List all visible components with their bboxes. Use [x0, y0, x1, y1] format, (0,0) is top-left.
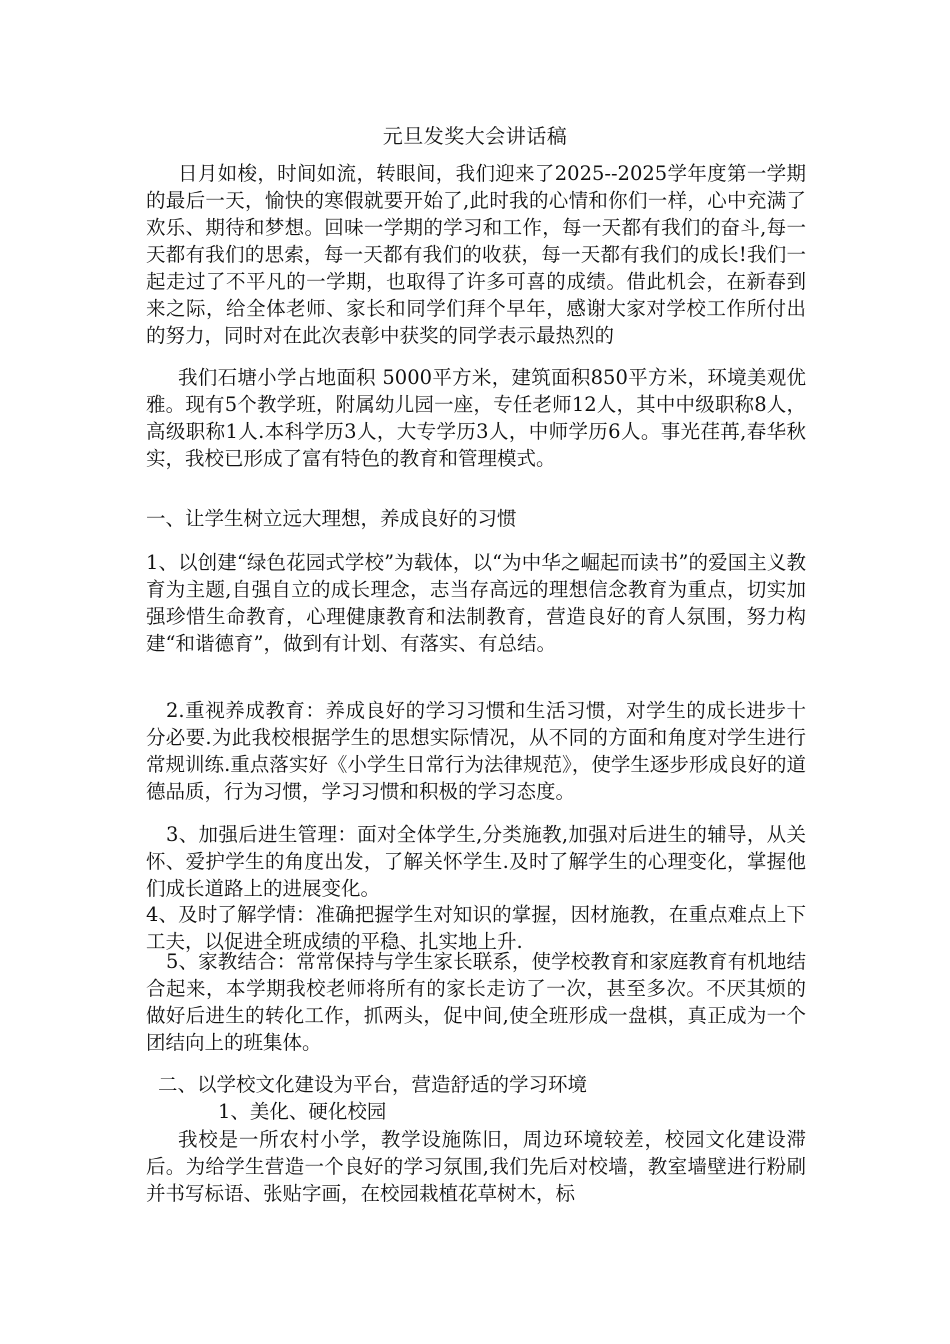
section1-item-3: 3、加强后进生管理：面对全体学生,分类施教,加强对后进生的辅导，从关怀、爱护学生的角度出发，了解关怀学生.及时了解学生的心理变化，掌握他们成长道路上的进展变化。 — [146, 823, 806, 900]
document-title: 元旦发奖大会讲话稿 — [382, 124, 568, 148]
campus-paragraph: 我校是一所农村小学，教学设施陈旧，周边环境较差，校园文化建设滞后。为给学生营造一个良好的学习氛围,我们先后对校墙，教室墙壁进行粉刷并书写标语、张贴字画，在校园栽植花草树木，标 — [146, 1128, 806, 1205]
intro-paragraph: 日月如梭，时间如流，转眼间，我们迎来了2025--2025学年度第一学期的最后一天，愉快的寒假就要开始了,此时我的心情和你们一样，心中充满了欢乐、期待和梦想。回味一学期的学习和工作，每一天都有我们的奋斗,每一天都有我们的思索，每一天都有我们的收获，每一天都有我们的成长!我们一起走过了不平凡的一学期，也取得了许多可喜的成绩。借此机会，在新春到来之际，给全体老师、家长和同学们拜个早年，感谢大家对学校工作所付出的努力，同时对在此次表彰中获奖的同学表示最热烈的 — [146, 162, 806, 347]
section1-item-1: 1、以创建“绿色花园式学校”为载体，以“为中华之崛起而读书”的爱国主义教育为主题,自强自立的成长理念，志当存高远的理想信念教育为重点，切实加强珍惜生命教育，心理健康教育和法制教育，营造良好的育人氛围，努力构建“和谐德育”，做到有计划、有落实、有总结。 — [146, 551, 806, 655]
school-overview-paragraph: 我们石塘小学占地面积 5000平方米，建筑面积850平方米，环境美观优雅。现有5个教学班，附属幼儿园一座，专任老师12人，其中中级职称8人，高级职称1人.本科学历3人，大专学历3人，中师学历6人。事光荏苒,春华秋实，我校已形成了富有特色的教育和管理模式。 — [146, 366, 806, 470]
section1-item-5: 5、家教结合：常常保持与学生家长联系，使学校教育和家庭教育有机地结合起来，本学期我校老师将所有的家长走访了一次，甚至多次。不厌其烦的做好后进生的转化工作，抓两头，促中间,使全班形成一盘棋，真正成为一个团结向上的班集体。 — [146, 950, 806, 1054]
subsection-heading-2-1: 1、美化、硬化校园 — [218, 1100, 387, 1123]
section-heading-1: 一、让学生树立远大理想，养成良好的习惯 — [146, 507, 517, 530]
section1-item-2: 2.重视养成教育：养成良好的学习习惯和生活习惯，对学生的成长进步十分必要.为此我校根据学生的思想实际情况，从不同的方面和角度对学生进行常规训练.重点落实好《小学生日常行为法律规范》，使学生逐步形成良好的道德品质，行为习惯，学习习惯和积极的学习态度。 — [146, 699, 806, 803]
section-heading-2: 二、以学校文化建设为平台，营造舒适的学习环境 — [158, 1073, 588, 1096]
section1-item-4: 4、及时了解学情：准确把握学生对知识的掌握，因材施教，在重点难点上下工夫，以促进全班成绩的平稳、扎实地上升. — [146, 903, 806, 953]
